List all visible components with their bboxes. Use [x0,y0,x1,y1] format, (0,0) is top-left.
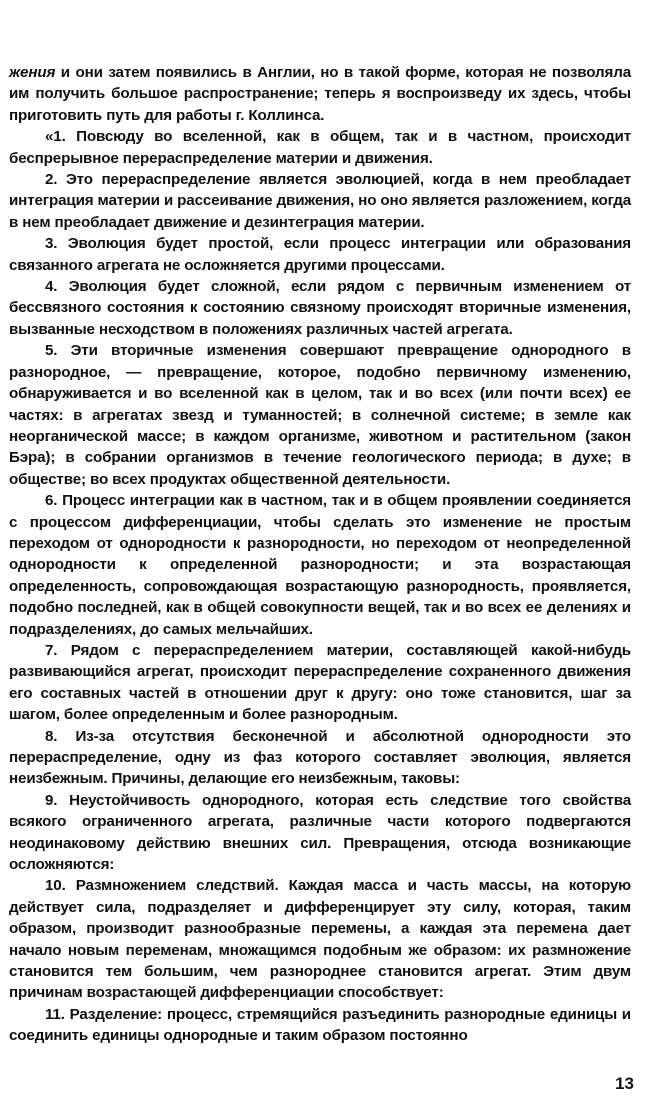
paragraph-2: 2. Это перераспределение является эволюцией, когда в нем преобладает интеграция материи и рассеивание движения, но оно является разложением, когда в нем преобладает движение и дезинтеграция материи. [9,171,631,231]
italic-word: жения [9,64,56,81]
paragraph-9: 9. Неустойчивость однородного, которая есть следствие того свойства всякого ограниченного агрегата, различные части которого подвергаются неодинаковому действию внешних сил. Превращения, отсюда возникающие осложняются: [9,791,631,874]
page-body [9,62,631,1047]
paragraph-3: 3. Эволюция будет простой, если процесс интеграции или образования связанного агрегата не осложняется другими процессами. [9,235,631,274]
paragraph-1: «1. Повсюду во вселенной, как в общем, так и в частном, происходит беспрерывное перераспределение материи и движения. [9,128,631,167]
paragraph-5: 5. Эти вторичные изменения совершают превращение однородного в разнородное, — превращение, которое, подобно первичному изменению, обнаруживается и во вселенной как в целом, так и во всех (или почти всех) ее частях: в агрегатах звезд и туманностей; в солнечной системе; в земле как неорганической массе; в каждом организме, животном и растительном (закон Бэра); в собрании организмов в течение геологического периода; в духе; в обществе; во всех продуктах общественной деятельности. [9,342,631,488]
page-number: 13 [615,1074,634,1093]
paragraph-11: 11. Разделение: процесс, стремящийся разъединить разнородные единицы и соединить единицы однородные и таким образом постоянно [9,1005,631,1045]
paragraph-10: 10. Размножением следствий. Каждая масса и часть массы, на которую действует сила, подразделяет и дифференцирует эту силу, которая, таким образом, производит разнообразные перемены, а каждая эта перемена дает начало новым переменам, множащимся подобным же образом: их размножение становится тем большим, чем разнороднее становится агрегат. Этим двум причинам возрастающей дифференциации способствует: [9,877,631,1002]
paragraph-8: 8. Из-за отсутствия бесконечной и абсолютной однородности это перераспределение, одну из фаз которого составляет эволюция, является неизбежным. Причины, делающие его неизбежным, таковы: [9,727,631,788]
paragraph-6: 6. Процесс интеграции как в частном, так и в общем проявлении соединяется с процессом дифференциации, чтобы сделать это изменение не простым переходом от однородности к разнородности, но переходом от неопределенной однородности к определенной разнородности; и эта возрастающая определенность, сопровождающая возрастающую разнородность, проявляется, подобно последней, как в общей совокупности вещей, так и во всех ее делениях и подразделениях, до самых мельчайших. [9,492,631,638]
paragraph-4: 4. Эволюция будет сложной, если рядом с первичным изменением от бессвязного состояния к состоянию связному происходят вторичные изменения, вызванные несходством в положениях различных частей агрегата. [9,278,631,338]
intro-text: и они затем появились в Англии, но в такой форме, которая не позволяла им получить большое распространение; теперь я воспроизведу их здесь, чтобы приготовить путь для работы г. Коллинса. [9,64,631,124]
paragraph-intro [9,62,631,126]
paragraph-7: 7. Рядом с перераспределением материи, составляющей какой-нибудь развивающийся агрегат, происходит перераспределение сохраненного движения его составных частей в отношении друг к другу: оно тоже становится, шаг за шагом, более определенным и более разнородным. [9,641,631,724]
